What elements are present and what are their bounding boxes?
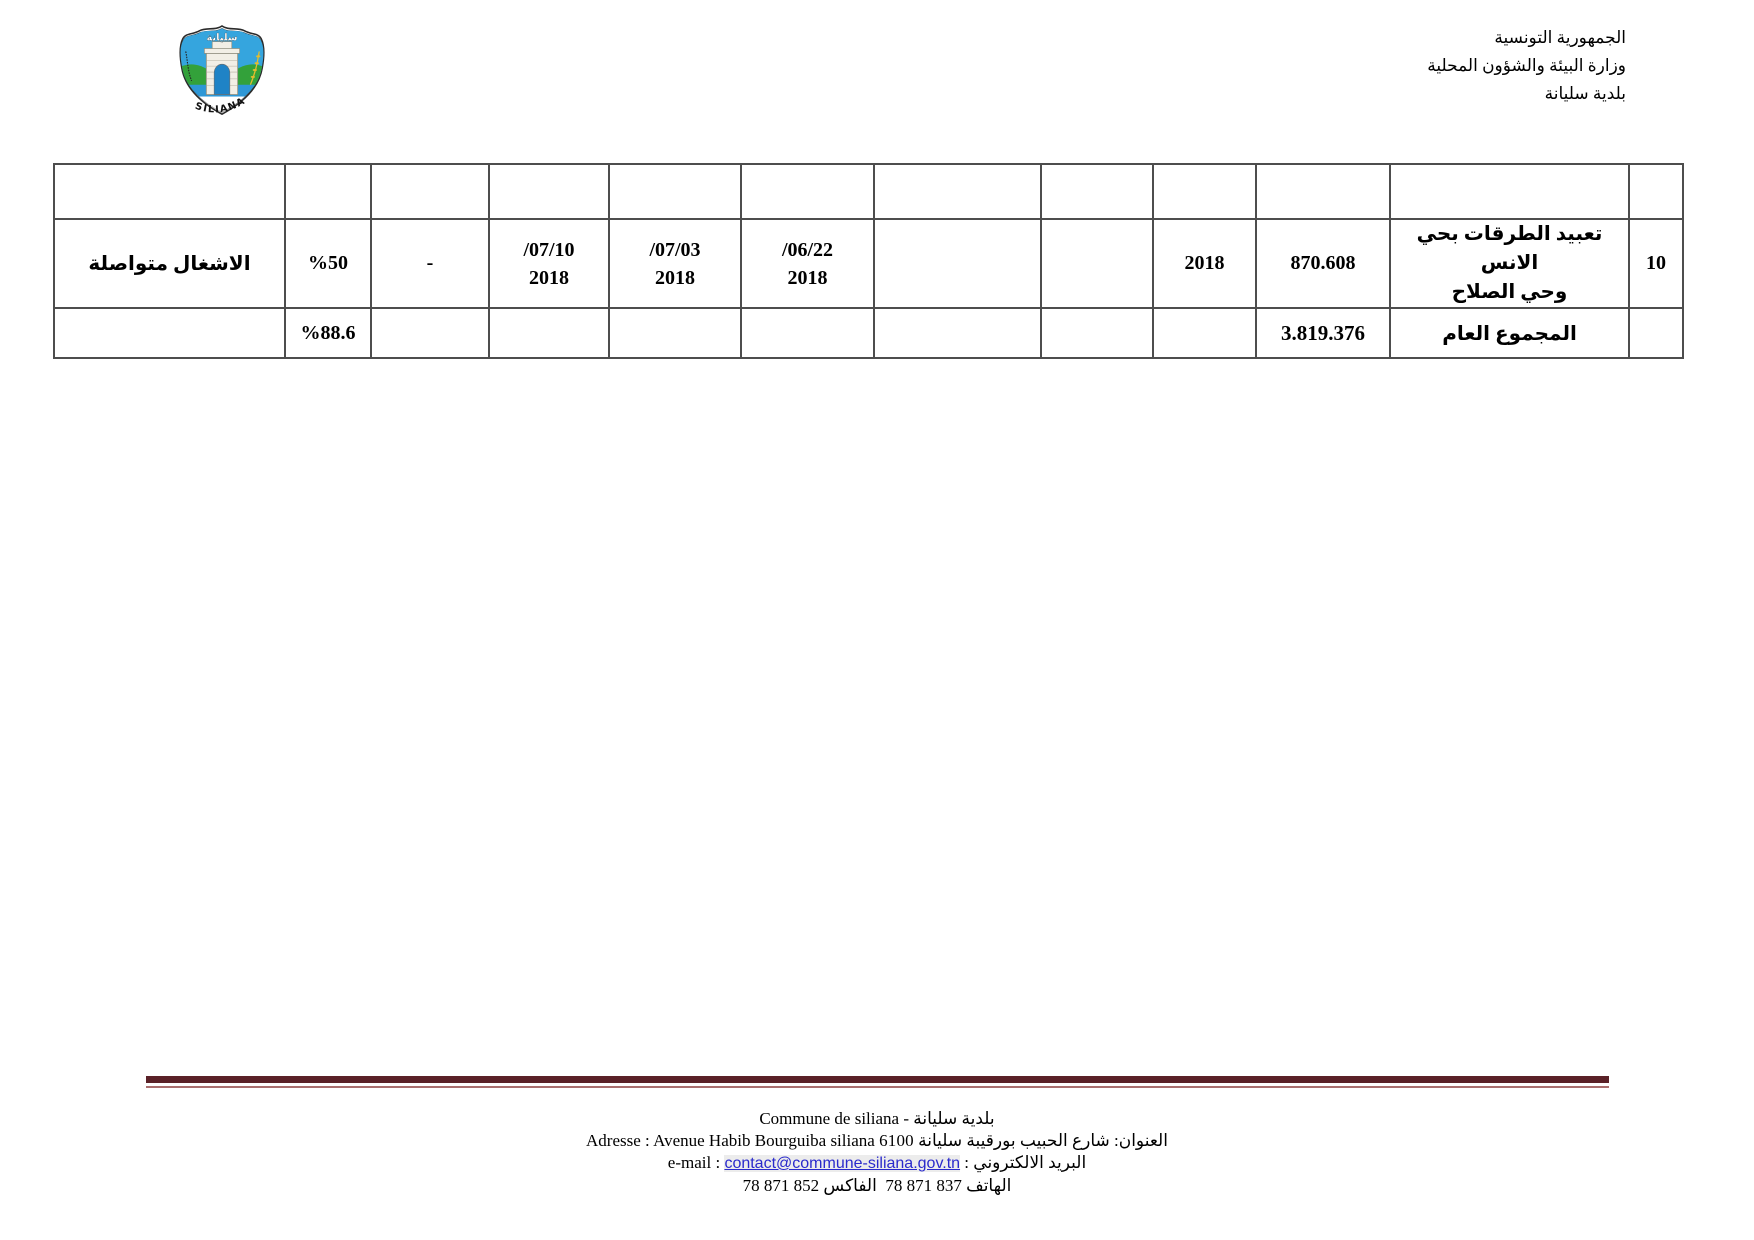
phone-number: 78 871 837 (885, 1176, 962, 1195)
empty-cell (741, 308, 874, 358)
empty-cell (54, 308, 285, 358)
footer-rule-thin (146, 1086, 1609, 1088)
empty-cell (1390, 164, 1629, 219)
cell-date-c: /07/10 2018 (489, 219, 609, 308)
empty-cell (1153, 164, 1256, 219)
cell-date-b: /07/03 2018 (609, 219, 741, 308)
grand-total-row (54, 308, 1683, 358)
empty-cell (874, 308, 1041, 358)
cell-total-label: المجموع العام (1390, 308, 1629, 358)
logo-arabic-name: سليانة (206, 32, 238, 44)
empty-cell (1041, 219, 1153, 308)
siliana-municipality-seal-icon (173, 24, 271, 122)
empty-cell (371, 308, 489, 358)
empty-cell (1041, 308, 1153, 358)
cell-total-progress: %88.6 (285, 308, 371, 358)
cell-total-amount: 3.819.376 (1256, 308, 1390, 358)
cell-project-number: 10 (1629, 219, 1683, 308)
footer-commune-line: Commune de siliana - بلدية سليانة (759, 1109, 995, 1128)
logo-latin-name: SILIANA (193, 95, 248, 116)
cell-project-name: تعبيد الطرقات بحي الانس وحي الصلاح (1390, 219, 1629, 308)
cell-year: 2018 (1153, 219, 1256, 308)
empty-cell (1153, 308, 1256, 358)
projects-table (53, 163, 1684, 359)
project-row (54, 219, 1683, 308)
empty-cell (609, 164, 741, 219)
empty-cell (489, 164, 609, 219)
government-header (1427, 24, 1626, 108)
footer (0, 1108, 1754, 1197)
empty-cell (285, 164, 371, 219)
empty-cell (1629, 308, 1683, 358)
header-ministry-line: وزارة البيئة والشؤون المحلية (1427, 56, 1626, 75)
empty-cell (1256, 164, 1390, 219)
footer-address-line: Adresse : Avenue Habib Bourguiba siliana 6100 العنوان: شارع الحبيب بورقيبة سليانة (586, 1131, 1168, 1150)
empty-cell (874, 219, 1041, 308)
empty-cell (874, 164, 1041, 219)
table-header-row-empty (54, 164, 1683, 219)
fax-number: 78 871 852 (742, 1176, 820, 1195)
footer-rule-thick (146, 1076, 1609, 1083)
email-link[interactable]: contact@commune-siliana.gov.tn (724, 1155, 961, 1172)
empty-cell (741, 164, 874, 219)
footer-email-line: e-mail : contact@commune-siliana.gov.tn البريد الالكتروني : (667, 1153, 1087, 1172)
header-municipality-line: بلدية سليانة (1544, 84, 1626, 103)
empty-cell (489, 308, 609, 358)
empty-cell (1629, 164, 1683, 219)
cell-progress-percent: %50 (285, 219, 371, 308)
empty-cell (1041, 164, 1153, 219)
empty-cell (371, 164, 489, 219)
cell-date-a: /06/22 2018 (741, 219, 874, 308)
empty-cell (54, 164, 285, 219)
cell-amount: 870.608 (1256, 219, 1390, 308)
header-country-line: الجمهورية التونسية (1494, 28, 1626, 47)
empty-cell (609, 308, 741, 358)
footer-phone-fax-line: الهاتف 78 871 837 الفاكس 78 871 852 (742, 1176, 1012, 1195)
cell-dash: - (371, 219, 489, 308)
cell-works-status: الاشغال متواصلة (54, 219, 285, 308)
